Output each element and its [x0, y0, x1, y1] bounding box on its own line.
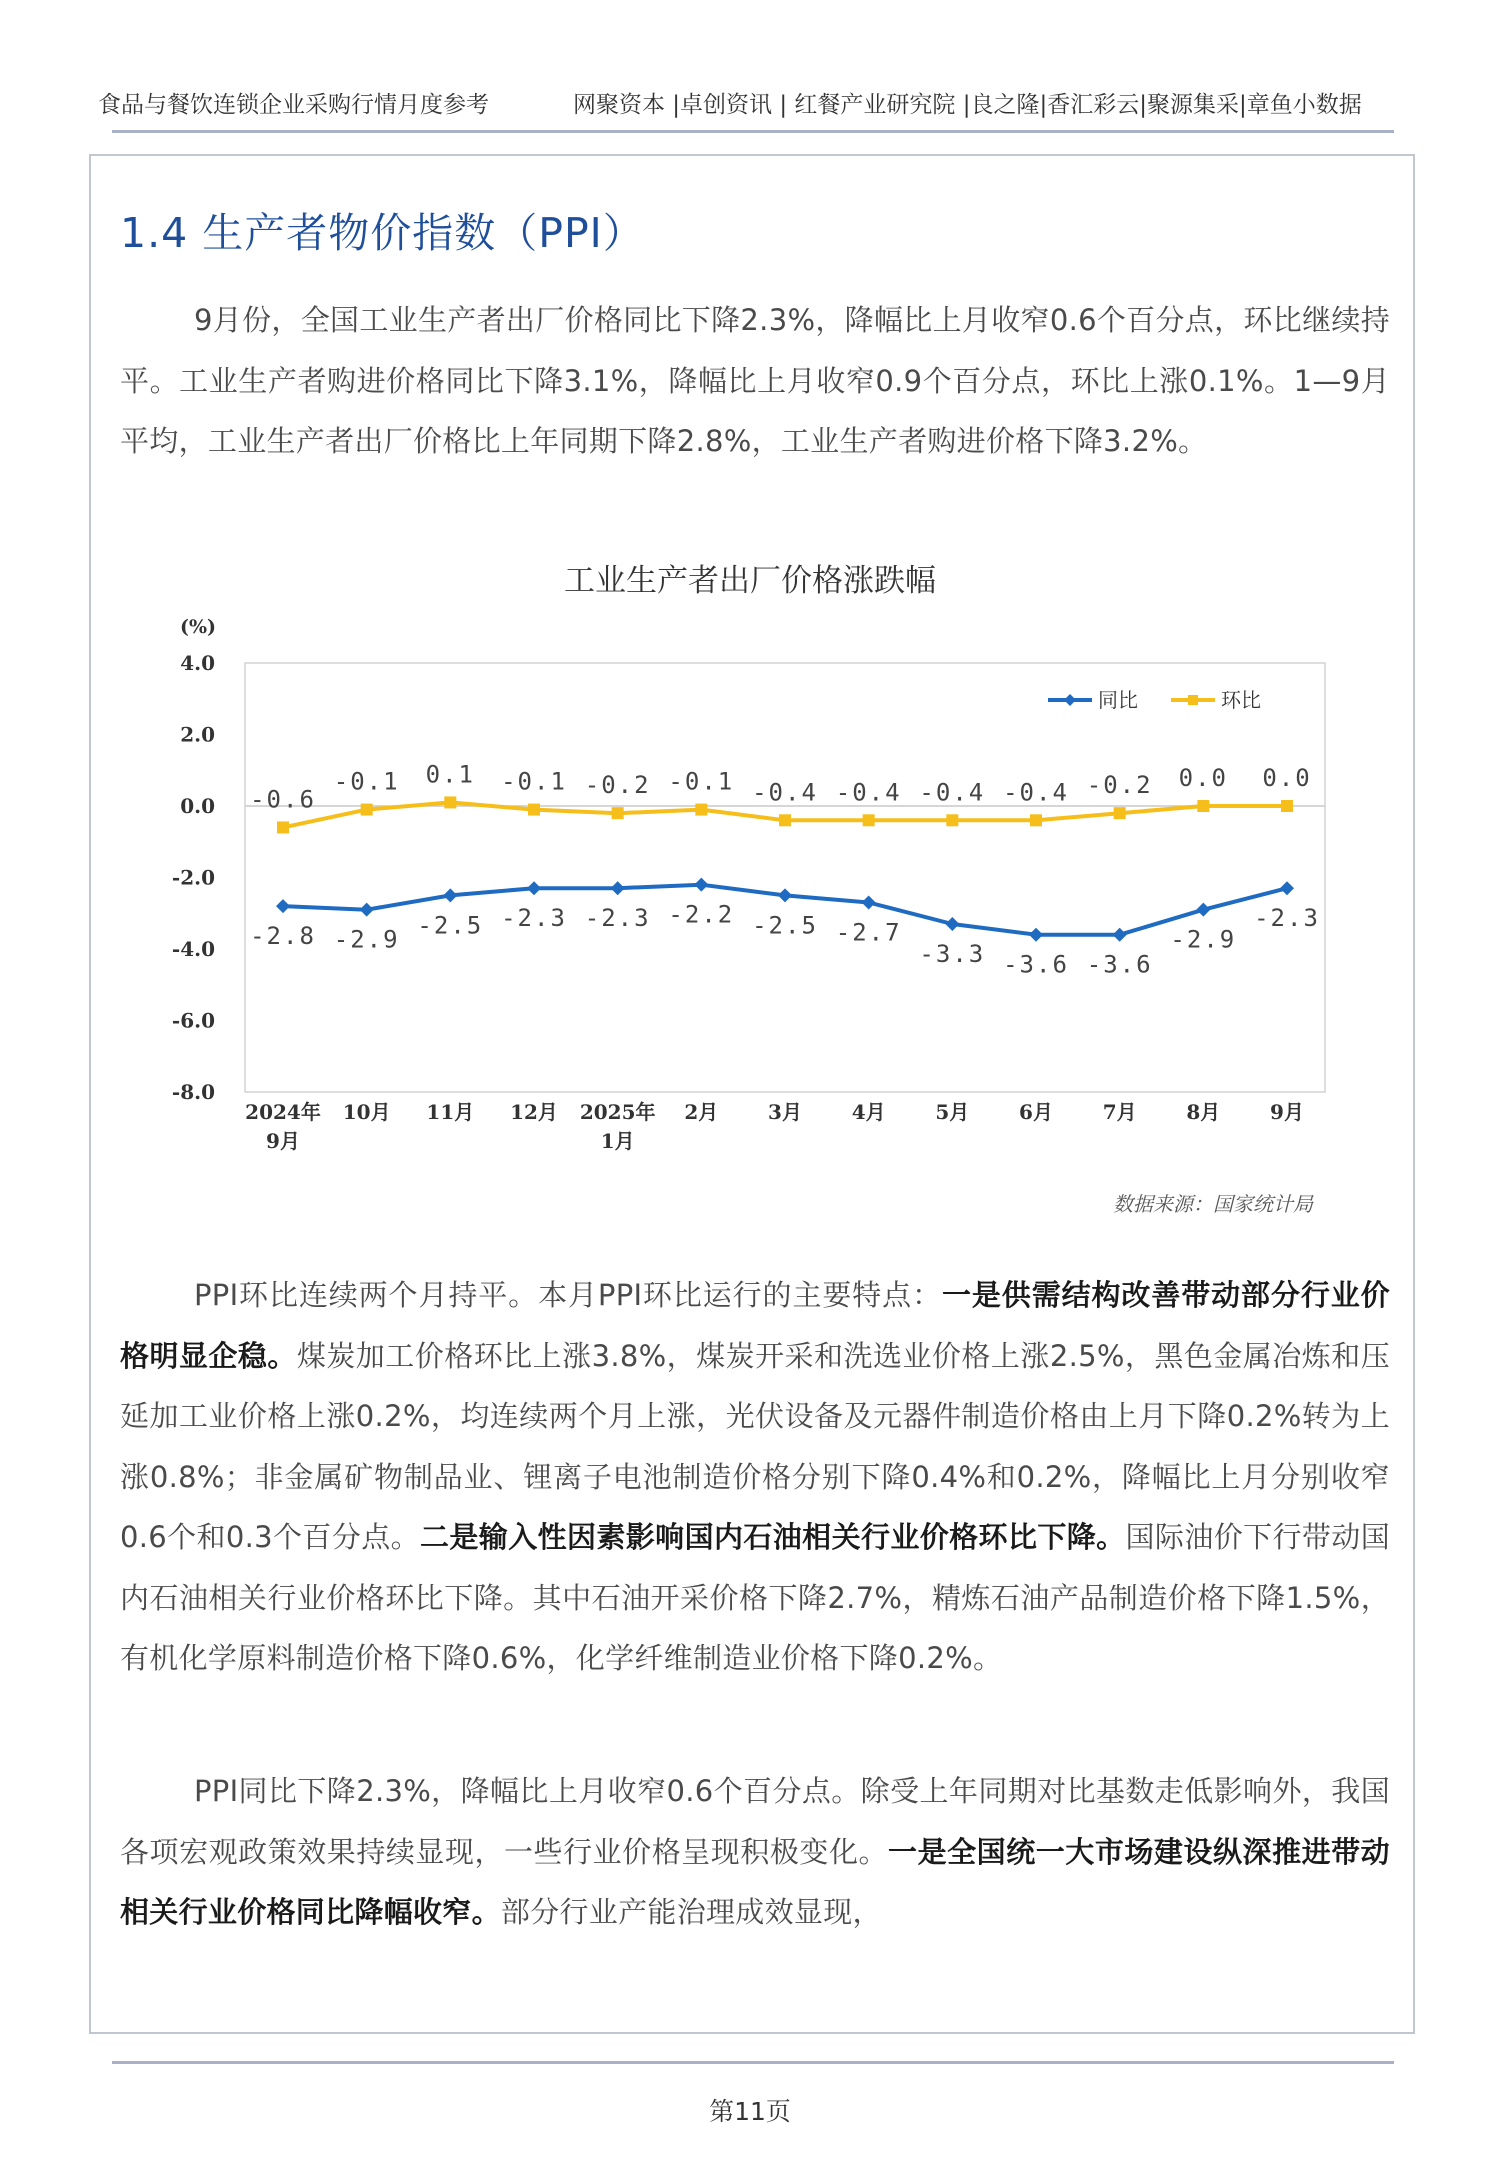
p3-point-one: 一是全国统一大市场建设纵深推进带动相关行业价格同比降幅收窄。 — [120, 1834, 1390, 1929]
data-label-mom: 0.0 — [1178, 764, 1229, 792]
footer-divider — [112, 2061, 1394, 2064]
data-point-mom — [1281, 800, 1293, 812]
data-point-mom — [863, 814, 875, 826]
x-tick-label: 5月 — [935, 1100, 970, 1124]
data-point-mom — [779, 814, 791, 826]
data-label-yoy: -2.2 — [668, 900, 735, 929]
plot-area-border — [245, 663, 1325, 1092]
p2-point-one: 一是供需结构改善带动部分行业价格明显企稳。 — [120, 1278, 1390, 1373]
data-point-mom — [361, 804, 373, 816]
data-point-yoy — [778, 888, 792, 902]
data-point-mom — [277, 821, 289, 833]
data-point-mom — [528, 804, 540, 816]
p2-intro: PPI环比连续两个月持平。本月PPI环比运行的主要特点： — [194, 1278, 942, 1312]
data-label-yoy: -2.7 — [835, 918, 902, 947]
data-label-yoy: -2.3 — [584, 904, 651, 933]
x-tick-label: 2025年 1月 — [579, 1100, 656, 1153]
data-point-yoy — [1113, 928, 1127, 942]
data-label-mom: -0.1 — [668, 767, 735, 796]
data-label-mom: -0.6 — [250, 785, 316, 814]
x-tick-label: 7月 — [1102, 1100, 1137, 1124]
data-point-mom — [1197, 800, 1209, 812]
y-tick-label: -4.0 — [171, 937, 215, 961]
data-point-yoy — [443, 888, 457, 902]
data-point-yoy — [1280, 881, 1294, 895]
data-label-yoy: -2.5 — [752, 911, 818, 940]
data-point-mom — [1114, 807, 1126, 819]
p3-detail: 部分行业产能治理成效显现， — [500, 1895, 882, 1929]
p3-intro: PPI同比下降2.3%，降幅比上月收窄0.6个百分点。除受上年同期对比基数走低影响外，我国各项宏观政策效果持续显现，一些行业价格呈现积极变化。 — [120, 1774, 1390, 1869]
x-tick-label: 2024年 9月 — [245, 1100, 321, 1153]
data-label-mom: 0.1 — [425, 760, 476, 789]
paragraph-ppi-summary: 9月份，全国工业生产者出厂价格同比下降2.3%，降幅比上月收窄0.6个百分点，环比继续持平。工业生产者购进价格同比下降3.1%，降幅比上月收窄0.9个百分点，环比上涨0.1%。1—9月平均，工业生产者出厂价格比上年同期下降2.8%，工业生产者购进价格下降3.2%。 — [120, 303, 1390, 458]
paragraph-ppi-yoy — [120, 1761, 1390, 1943]
data-label-yoy: -2.9 — [333, 925, 400, 954]
data-point-yoy — [945, 917, 959, 931]
data-label-yoy: -3.6 — [1003, 950, 1069, 979]
data-label-yoy: -3.6 — [1086, 950, 1153, 979]
y-tick-label: -8.0 — [171, 1080, 215, 1104]
legend-swatch-marker — [1188, 695, 1198, 705]
x-tick-label: 12月 — [510, 1100, 558, 1124]
data-point-mom — [444, 796, 456, 808]
x-tick-label: 6月 — [1019, 1100, 1053, 1124]
data-point-yoy — [1196, 903, 1210, 917]
p2-detail-two: 国际油价下行带动国内石油相关行业价格环比下降。其中石油开采价格下降2.7%，精炼石油产品制造价格下降1.5%，有机化学原料制造价格下降0.6%，化学纤维制造业价格下降0.2%。 — [120, 1520, 1391, 1675]
data-label-yoy: -2.5 — [417, 911, 484, 940]
p2-detail-one: 煤炭加工价格环比上涨3.8%，煤炭开采和洗选业价格上涨2.5%，黑色金属冶炼和压延加工业价格上涨0.2%，均连续两个月上涨，光伏设备及元器件制造价格由上月下降0.2%转为上涨0.8%；非金属矿物制品业、锂离子电池制造价格分别下降0.4%和0.2%，降幅比上月分别收窄0.6个和0.3个百分点。 — [120, 1338, 1390, 1554]
x-tick-label: 4月 — [851, 1100, 886, 1124]
data-label-mom: 0.0 — [1262, 764, 1312, 792]
chart-source: 数据来源：国家统计局 — [1113, 1192, 1313, 1216]
header-partners: 网聚资本 |卓创资讯 | 红餐产业研究院 |良之隆|香汇彩云|聚源集采|章鱼小数据 — [573, 92, 1362, 118]
data-point-mom — [1030, 814, 1042, 826]
data-label-yoy: -2.3 — [1254, 904, 1320, 933]
ppi-line-chart — [160, 605, 1360, 1185]
data-point-mom — [695, 804, 707, 816]
data-label-mom: -0.1 — [333, 767, 400, 796]
x-tick-label: 11月 — [426, 1100, 475, 1124]
x-tick-label: 9月 — [1270, 1100, 1304, 1124]
data-point-yoy — [527, 881, 541, 895]
x-tick-label: 3月 — [768, 1100, 802, 1124]
data-point-yoy — [862, 896, 876, 910]
data-label-yoy: -2.8 — [250, 922, 316, 951]
data-label-mom: -0.2 — [584, 771, 651, 800]
data-label-yoy: -2.3 — [501, 904, 567, 933]
data-point-yoy — [611, 881, 625, 895]
header-divider — [112, 130, 1394, 133]
data-point-yoy — [360, 903, 374, 917]
header-report-title: 食品与餐饮连锁企业采购行情月度参考 — [98, 92, 489, 118]
y-tick-label: -6.0 — [171, 1008, 215, 1033]
x-tick-label: 10月 — [342, 1100, 391, 1124]
y-tick-label: 0.0 — [180, 794, 215, 818]
data-label-yoy: -3.3 — [919, 939, 986, 968]
data-point-yoy — [1029, 928, 1043, 942]
data-label-mom: -0.4 — [1003, 778, 1069, 807]
data-point-mom — [612, 807, 624, 819]
x-tick-label: 2月 — [684, 1100, 719, 1124]
data-point-mom — [946, 814, 958, 826]
chart-title: 工业生产者出厂价格涨跌幅 — [564, 563, 936, 599]
y-axis-unit-label: (%) — [180, 616, 217, 638]
y-tick-label: 4.0 — [180, 651, 215, 675]
x-tick-label: 8月 — [1186, 1100, 1221, 1124]
legend-swatch-marker — [1064, 694, 1076, 706]
data-label-mom: -0.1 — [501, 767, 567, 796]
data-label-yoy: -2.9 — [1170, 925, 1237, 954]
data-point-yoy — [276, 899, 290, 913]
p2-point-two: 二是输入性因素影响国内石油相关行业价格环比下降。 — [420, 1520, 1126, 1554]
data-label-mom: -0.4 — [835, 778, 902, 807]
data-point-yoy — [694, 878, 708, 892]
data-label-mom: -0.2 — [1086, 771, 1153, 800]
legend-label: 同比 — [1098, 688, 1138, 712]
page-number: 第11页 — [709, 2097, 791, 2126]
data-label-mom: -0.4 — [752, 778, 818, 807]
y-tick-label: 2.0 — [180, 722, 215, 747]
legend-label: 环比 — [1221, 688, 1261, 712]
section-title: 1.4 生产者物价指数（PPI） — [120, 209, 645, 257]
data-label-mom: -0.4 — [919, 778, 986, 807]
paragraph-ppi-mom — [120, 1265, 1390, 1689]
y-tick-label: -2.0 — [171, 865, 215, 890]
